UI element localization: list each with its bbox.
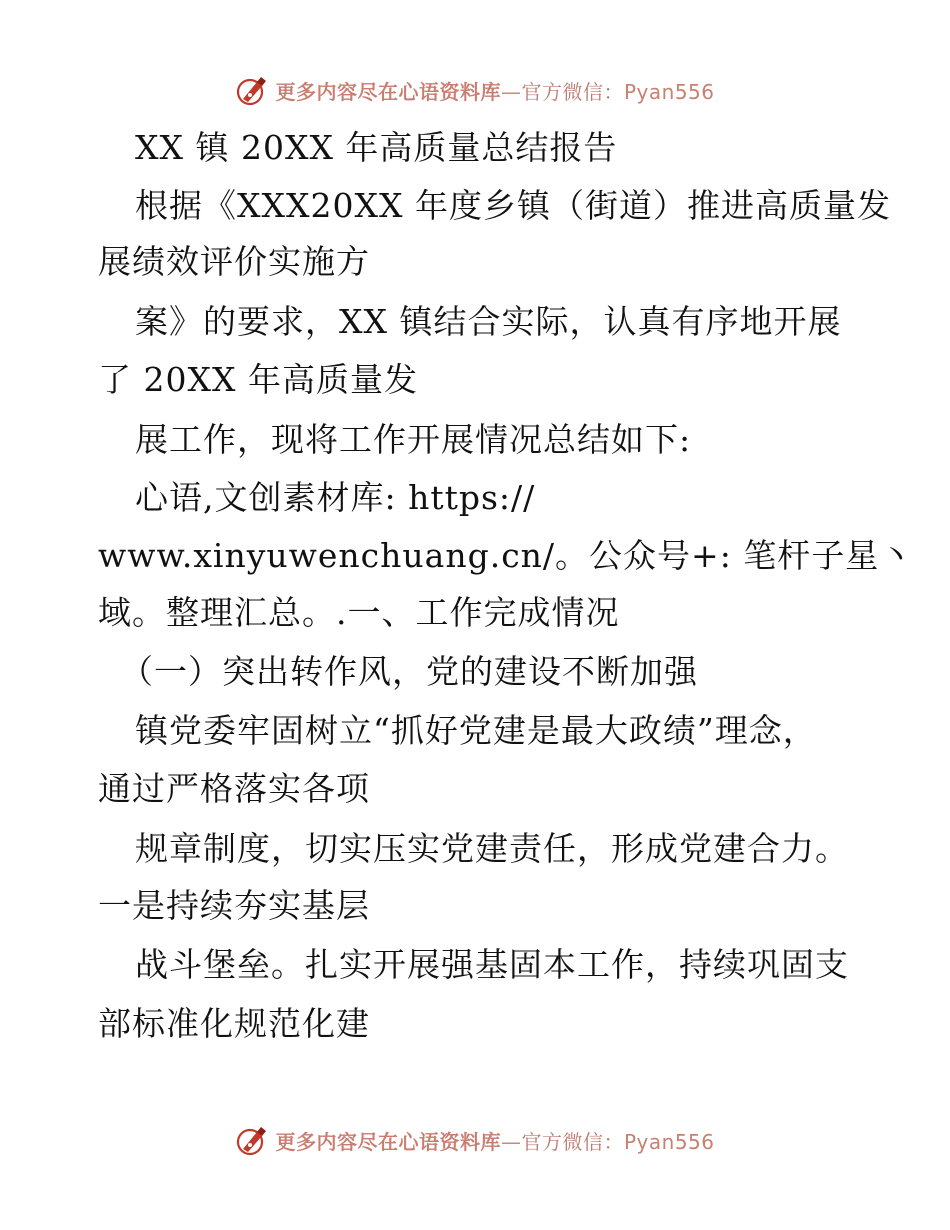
- paragraph-line: 部标准化规范化建: [98, 1004, 370, 1043]
- paragraph-line: 通过严格落实各项: [98, 769, 370, 808]
- header-banner-separator: —: [500, 79, 522, 104]
- paragraph-line: 一是持续夯实基层: [98, 886, 370, 925]
- footer-banner-separator: —: [500, 1129, 522, 1154]
- paragraph-line: 规章制度，切实压实党建责任，形成党建合力。: [135, 829, 849, 868]
- document-title: XX 镇 20XX 年高质量总结报告: [135, 128, 618, 167]
- header-banner-wechat-label: 官方微信：: [521, 79, 624, 104]
- footer-banner-wechat-id: Pyan556: [623, 1129, 715, 1154]
- paragraph-line: 战斗堡垒。扎实开展强基固本工作，持续巩固支: [135, 945, 849, 984]
- pen-nib-logo-icon: [235, 73, 269, 107]
- paragraph-line: 域。整理汇总。.一、工作完成情况: [98, 593, 620, 632]
- paragraph-line: 镇党委牢固树立“抓好党建是最大政绩”理念，: [135, 711, 817, 750]
- paragraph-line: 根据《XXX20XX 年度乡镇（街道）推进高质量发: [135, 186, 891, 225]
- section-heading: （一）突出转作风，党的建设不断加强: [120, 652, 698, 691]
- paragraph-line: 展绩效评价实施方: [98, 242, 370, 281]
- paragraph-line: 心语,文创素材库: https://: [135, 478, 536, 517]
- pen-nib-logo-icon: [235, 1123, 269, 1157]
- footer-banner-wechat-label: 官方微信：: [521, 1129, 624, 1154]
- header-banner-text: [275, 76, 714, 105]
- footer-banner: [0, 1120, 950, 1160]
- footer-banner-text: [275, 1126, 714, 1155]
- header-banner: [0, 70, 950, 110]
- paragraph-line: 案》的要求，XX 镇结合实际，认真有序地开展: [135, 302, 842, 341]
- header-banner-slogan: 更多内容尽在心语资料库: [275, 79, 501, 104]
- paragraph-line: www.xinyuwenchuang.cn/。公众号+: 笔杆子星丶: [98, 536, 914, 575]
- header-banner-wechat-id: Pyan556: [623, 79, 715, 104]
- paragraph-line: 了 20XX 年高质量发: [98, 360, 418, 399]
- footer-banner-slogan: 更多内容尽在心语资料库: [275, 1129, 501, 1154]
- paragraph-line: 展工作，现将工作开展情况总结如下:: [135, 420, 692, 459]
